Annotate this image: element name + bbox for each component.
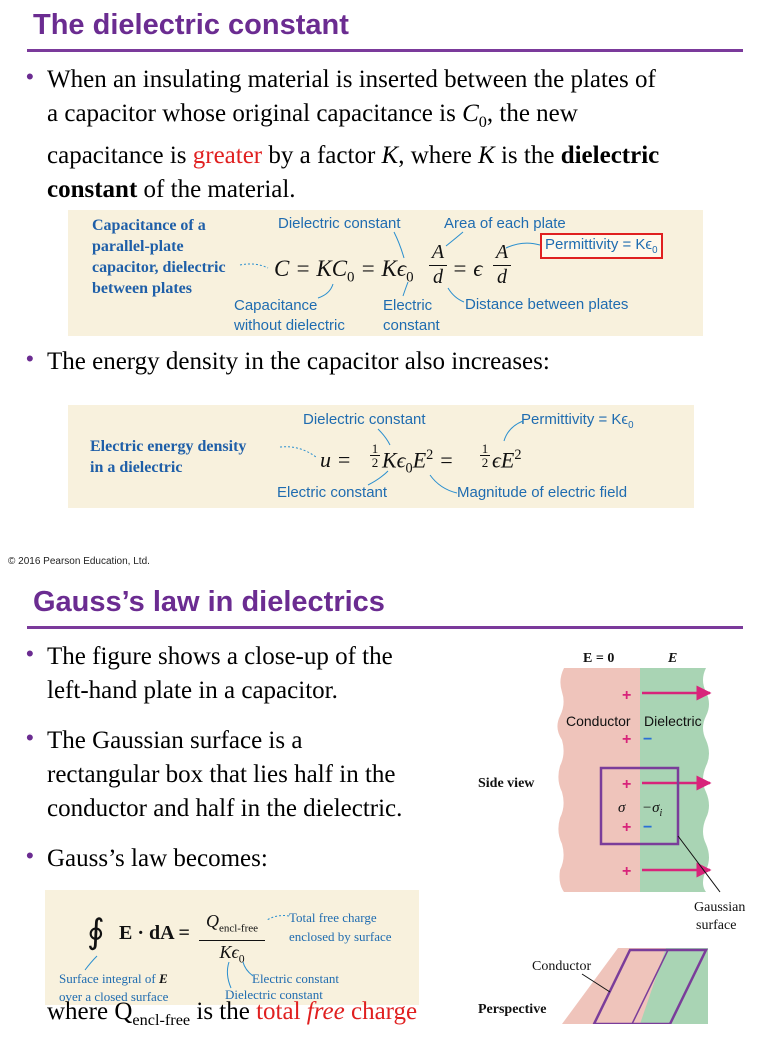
capacitance-equation: $C = KC_0 = K\epsilon_0$	[274, 256, 414, 286]
dielectric-region	[640, 668, 709, 892]
free-charge-line: where $Q_{encl-free}$ is the total free charge	[47, 998, 418, 1029]
capacitor-plate-diagram	[470, 640, 768, 1024]
label-minus-sigma-i: $-\sigma_i$	[642, 800, 663, 819]
gauss-fraction: $Q_{encl-free}$ $K\epsilon_0$	[199, 910, 265, 970]
label-gaussian: Gaussian	[694, 900, 746, 915]
plus-sign: +	[622, 776, 632, 793]
title-divider	[27, 49, 743, 52]
plus-sign: +	[622, 687, 632, 704]
gauss-lhs: E · dA =	[119, 922, 190, 944]
permittivity-box: Permittivity = $K\epsilon_0$	[540, 233, 663, 259]
label-electric-constant-3: Electric constant	[252, 971, 339, 986]
slide-title: The dielectric constant	[33, 9, 349, 41]
annotation-arrows-3	[45, 890, 419, 1005]
label-e-vector: E	[668, 651, 678, 666]
bullet-gaussian-surface: The Gaussian surface is a rectangular box that lies half in the conductor and half in the dielectric.	[47, 727, 403, 822]
title-divider	[27, 626, 743, 629]
label-dielectric-constant: Dielectric constant	[278, 215, 401, 232]
capacitance-equation-figure	[68, 210, 703, 336]
label-area: Area of each plate	[444, 215, 566, 232]
bullet-marker: •	[26, 641, 34, 666]
energy-density-right: $\epsilon E^2$	[492, 447, 522, 473]
minus-sign: −	[643, 819, 653, 836]
energy-density-figure	[68, 405, 694, 508]
energy-density-description: Electric energy density in a dielectric	[90, 438, 247, 476]
slide-title: Gauss’s law in dielectrics	[33, 586, 385, 618]
fraction-half-1: 1 2	[371, 441, 379, 470]
plus-sign: +	[622, 819, 632, 836]
annotation-arrows-2	[68, 405, 694, 508]
bullet-dielectric-intro: When an insulating material is inserted between the plates of a capacitor whose original capacitance is $C_0$, the new capacitance is greater by a factor K, where K is the dielectric constant of the material.	[47, 66, 660, 203]
label-surface-integral: Surface integral of E over a closed surface	[59, 971, 169, 1004]
closed-integral-symbol: ∮	[87, 914, 105, 951]
label-permittivity-2: Permittivity = $K\epsilon_0$	[521, 411, 634, 431]
label-dielectric: Dielectric	[644, 713, 702, 729]
highlight-greater: greater	[192, 142, 263, 169]
label-electric-constant: Electric constant	[383, 297, 440, 334]
label-dielectric-constant-2: Dielectric constant	[303, 411, 426, 428]
label-distance: Distance between plates	[465, 296, 629, 313]
bullet-marker: •	[26, 346, 34, 371]
label-capacitance-without-dielectric: Capacitance without dielectric	[234, 297, 345, 334]
label-e-zero: E = 0	[583, 651, 615, 666]
bullet-energy-density: The energy density in the capacitor also increases:	[47, 348, 550, 375]
label-perspective: Perspective	[478, 1002, 547, 1017]
label-surface: surface	[696, 918, 737, 933]
energy-density-middle: $K\epsilon_0E^2$ =	[382, 447, 454, 477]
fraction-half-2: 1 2	[481, 441, 489, 470]
energy-density-equation: u =	[320, 447, 352, 472]
label-conductor-perspective: Conductor	[532, 959, 592, 974]
fraction-A-over-d-1: A d	[429, 241, 447, 289]
bullet-marker: •	[26, 64, 34, 89]
label-conductor: Conductor	[566, 713, 631, 729]
label-total-free-charge: Total free charge enclosed by surface	[289, 910, 392, 944]
equals-epsilon: = ϵ	[452, 256, 483, 281]
bullet-marker: •	[26, 843, 34, 868]
label-dielectric-constant-3: Dielectric constant	[225, 987, 323, 1002]
annotation-arrows	[68, 210, 703, 336]
gauss-law-equation-figure	[45, 890, 419, 1005]
capacitance-description: Capacitance of a parallel-plate capacitor, dielectric between plates	[92, 217, 226, 297]
bullet-marker: •	[26, 725, 34, 750]
plus-sign: +	[622, 863, 632, 880]
label-magnitude-field: Magnitude of electric field	[457, 484, 628, 501]
minus-sign: −	[643, 731, 653, 748]
label-side-view: Side view	[478, 776, 535, 791]
label-sigma: σ	[618, 800, 626, 816]
copyright-notice: © 2016 Pearson Education, Ltd.	[8, 556, 150, 567]
bullet-figure-description: The figure shows a close-up of the left-hand plate in a capacitor.	[47, 643, 393, 704]
label-electric-constant-2: Electric constant	[277, 484, 388, 501]
bullet-gauss-law: Gauss’s law becomes:	[47, 845, 268, 872]
fraction-A-over-d-2: A d	[493, 241, 511, 289]
plus-sign: +	[622, 731, 632, 748]
